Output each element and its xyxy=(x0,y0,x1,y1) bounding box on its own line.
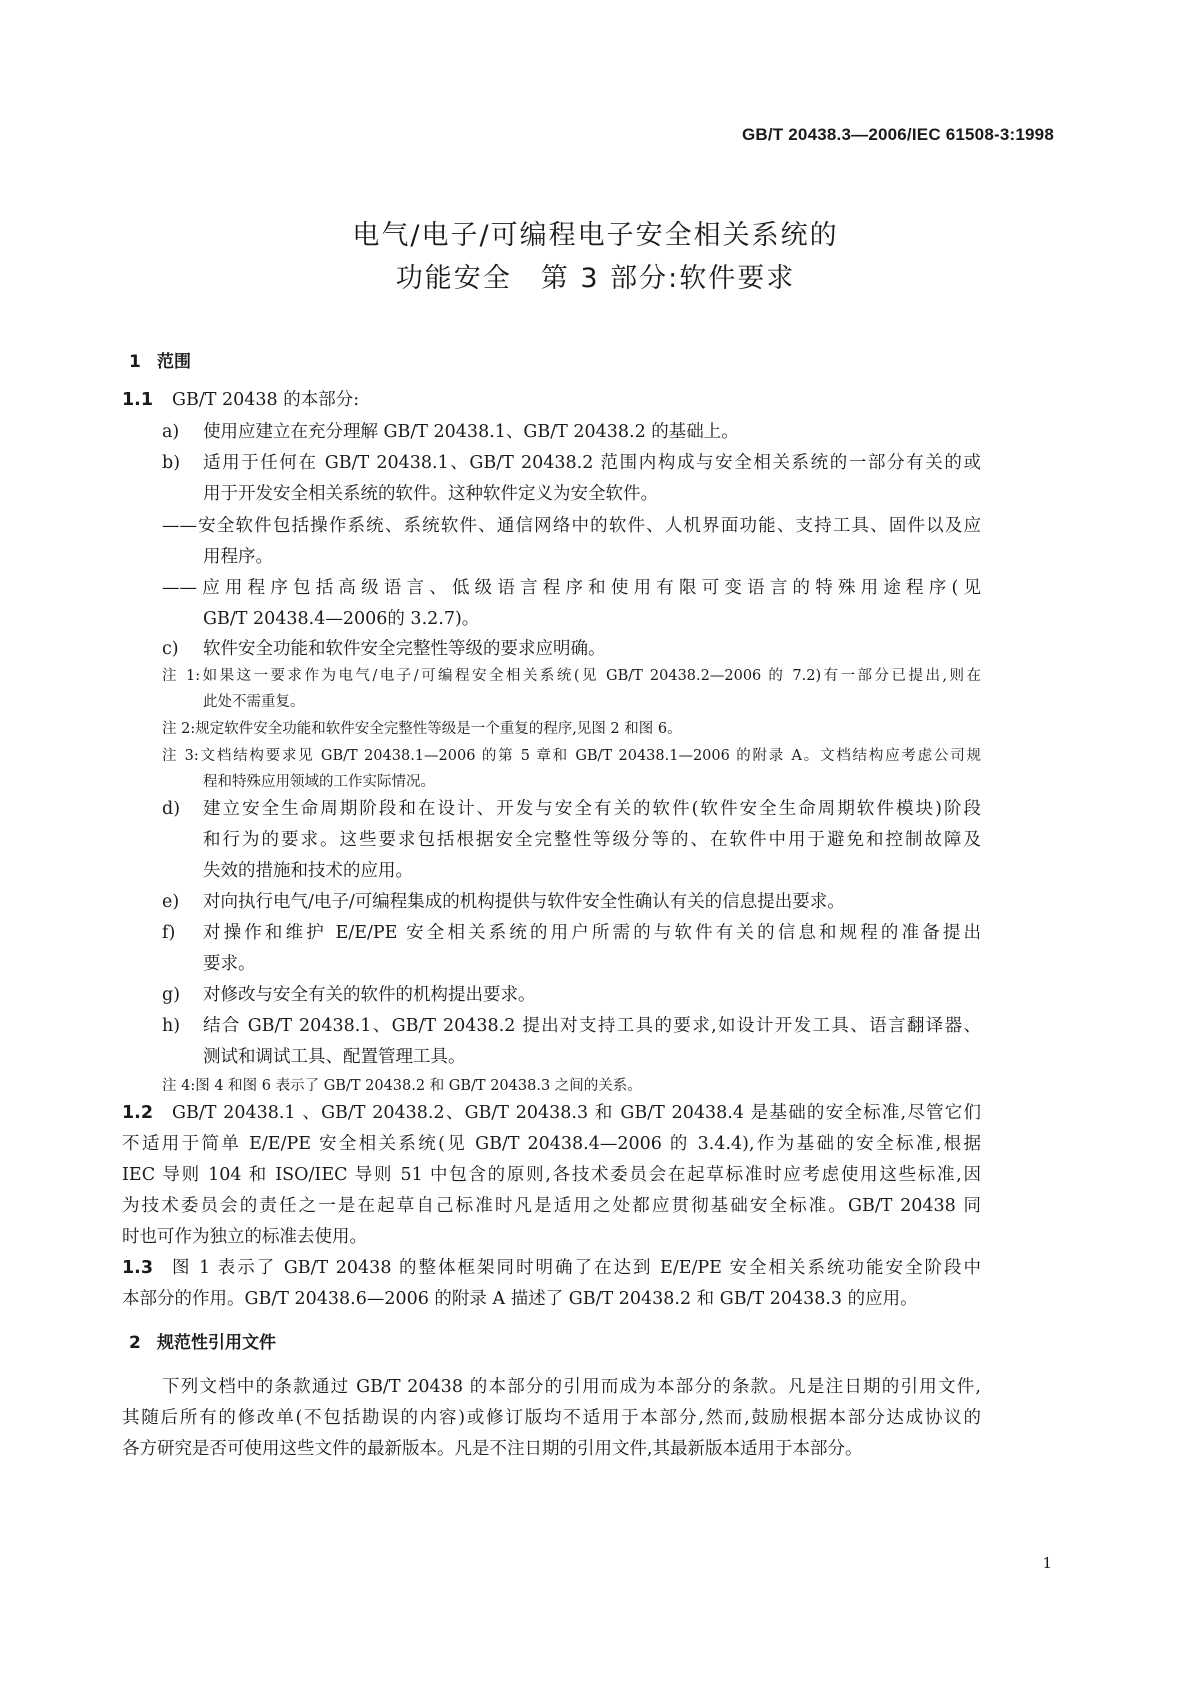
list-item-b-label: b) xyxy=(162,453,181,473)
document-title-line-1: 电气/电子/可编程电子安全相关系统的 xyxy=(352,220,839,251)
clause-1-2-line-4: 为技术委员会的责任之一是在起草自己标准时凡是适用之处都应贯彻基础安全标准。GB/T 20438 同 xyxy=(122,1196,981,1216)
list-item-b-text-line-1: 适用于任何在 GB/T 20438.1、GB/T 20438.2 范围内构成与安全相关系统的一部分有关的或 xyxy=(203,453,981,473)
list-item-a-text: 使用应建立在充分理解 GB/T 20438.1、GB/T 20438.2 的基础上。 xyxy=(203,422,739,442)
note-2: 注 2:规定软件安全功能和软件安全完整性等级是一个重复的程序,见图 2 和图 6。 xyxy=(162,721,682,737)
list-item-c-text: 软件安全功能和软件安全完整性等级的要求应明确。 xyxy=(203,639,606,659)
note-1-line-2: 此处不需重复。 xyxy=(203,694,305,710)
section-title: 范围 xyxy=(157,352,191,372)
note-3-line-2: 程和特殊应用领域的工作实际情况。 xyxy=(203,774,435,790)
list-item-g-text: 对修改与安全有关的软件的机构提出要求。 xyxy=(203,985,536,1005)
clause-1-2-number-wrap xyxy=(122,1101,153,1125)
list-item-a-label: a) xyxy=(162,422,180,442)
section-2-para-line-2: 其随后所有的修改单(不包括勘误的内容)或修订版均不适用于本部分,然而,鼓励根据本部分达成协议的 xyxy=(122,1408,981,1428)
list-item-g-label: g) xyxy=(162,985,181,1005)
list-item-f-text-line-2: 要求。 xyxy=(203,954,256,974)
standard-code-header: GB/T 20438.3—2006/IEC 61508-3:1998 xyxy=(741,125,1054,144)
list-item-d-text-line-3: 失效的措施和技术的应用。 xyxy=(203,861,413,881)
dash-item-1-line-2: 用程序。 xyxy=(203,547,273,567)
list-item-h-label: h) xyxy=(162,1016,181,1036)
clause-1-2-line-2: 不适用于简单 E/E/PE 安全相关系统(见 GB/T 20438.4—2006 的 3.4.4),作为基础的安全标准,根据 xyxy=(122,1134,981,1154)
list-item-b-text-line-2: 用于开发安全相关系统的软件。这种软件定义为安全软件。 xyxy=(203,484,658,504)
list-item-d-text-line-1: 建立安全生命周期阶段和在设计、开发与安全有关的软件(软件安全生命周期软件模块)阶段 xyxy=(203,799,981,819)
list-item-f-label: f) xyxy=(162,923,176,943)
list-item-h-text-line-1: 结合 GB/T 20438.1、GB/T 20438.2 提出对支持工具的要求,如设计开发工具、语言翻译器、 xyxy=(203,1016,981,1036)
clause-1-2-line-1: GB/T 20438.1 、GB/T 20438.2、GB/T 20438.3 和 GB/T 20438.4 是基础的安全标准,尽管它们 xyxy=(172,1103,981,1123)
section-number: 2 xyxy=(129,1333,141,1353)
dash-item-2-line-1: ——应用程序包括高级语言、低级语言程序和使用有限可变语言的特殊用途程序(见 xyxy=(162,578,981,598)
note-3-line-1: 注 3:文档结构要求见 GB/T 20438.1—2006 的第 5 章和 GB/T 20438.1—2006 的附录 A。文档结构应考虑公司规 xyxy=(162,748,981,764)
list-item-d-label: d) xyxy=(162,799,181,819)
dash-item-1-line-1: ——安全软件包括操作系统、系统软件、通信网络中的软件、人机界面功能、支持工具、固件以及应 xyxy=(162,516,981,536)
section-2-para-line-1: 下列文档中的条款通过 GB/T 20438 的本部分的引用而成为本部分的条款。凡是注日期的引用文件, xyxy=(162,1377,981,1397)
list-item-c-label: c) xyxy=(162,639,179,659)
section-title: 规范性引用文件 xyxy=(157,1333,276,1353)
list-item-d-text-line-2: 和行为的要求。这些要求包括根据安全完整性等级分等的、在软件中用于避免和控制故障及 xyxy=(203,830,981,850)
note-1-line-1: 注 1:如果这一要求作为电气/电子/可编程安全相关系统(见 GB/T 20438.2—2006 的 7.2)有一部分已提出,则在 xyxy=(162,668,981,684)
list-item-e-label: e) xyxy=(162,892,180,912)
clause-text: GB/T 20438 的本部分: xyxy=(172,390,360,410)
clause-1-3-line-1: 图 1 表示了 GB/T 20438 的整体框架同时明确了在达到 E/E/PE 安全相关系统功能安全阶段中 xyxy=(172,1258,981,1278)
page-number: 1 xyxy=(1042,1554,1052,1572)
clause-1-2-line-5: 时也可作为独立的标准去使用。 xyxy=(122,1227,367,1247)
clause-1-3-line-2: 本部分的作用。GB/T 20438.6—2006 的附录 A 描述了 GB/T 20438.2 和 GB/T 20438.3 的应用。 xyxy=(122,1289,918,1309)
section-number: 1 xyxy=(129,352,141,372)
clause-number: 1.3 xyxy=(122,1258,154,1278)
clause-1-1 xyxy=(122,388,359,412)
dash-item-2-line-2: GB/T 20438.4—2006的 3.2.7)。 xyxy=(203,609,480,629)
list-item-f-text-line-1: 对操作和维护 E/E/PE 安全相关系统的用户所需的与软件有关的信息和规程的准备提出 xyxy=(203,923,981,943)
section-2-para-line-3: 各方研究是否可使用这些文件的最新版本。凡是不注日期的引用文件,其最新版本适用于本部分。 xyxy=(122,1439,863,1459)
clause-number: 1.2 xyxy=(122,1103,154,1123)
document-title-line-2: 功能安全 第 3 部分:软件要求 xyxy=(395,263,796,294)
list-item-h-text-line-2: 测试和调试工具、配置管理工具。 xyxy=(203,1047,466,1067)
clause-1-3-number-wrap xyxy=(122,1256,153,1280)
list-item-e-text: 对向执行电气/电子/可编程集成的机构提供与软件安全性确认有关的信息提出要求。 xyxy=(203,892,845,912)
clause-1-2-line-3: IEC 导则 104 和 ISO/IEC 导则 51 中包含的原则,各技术委员会在起草标准时应考虑使用这些标准,因 xyxy=(122,1165,981,1185)
section-2-heading xyxy=(129,1328,276,1353)
clause-number: 1.1 xyxy=(122,390,154,410)
note-4: 注 4:图 4 和图 6 表示了 GB/T 20438.2 和 GB/T 20438.3 之间的关系。 xyxy=(162,1078,642,1094)
section-1-heading xyxy=(129,347,191,372)
